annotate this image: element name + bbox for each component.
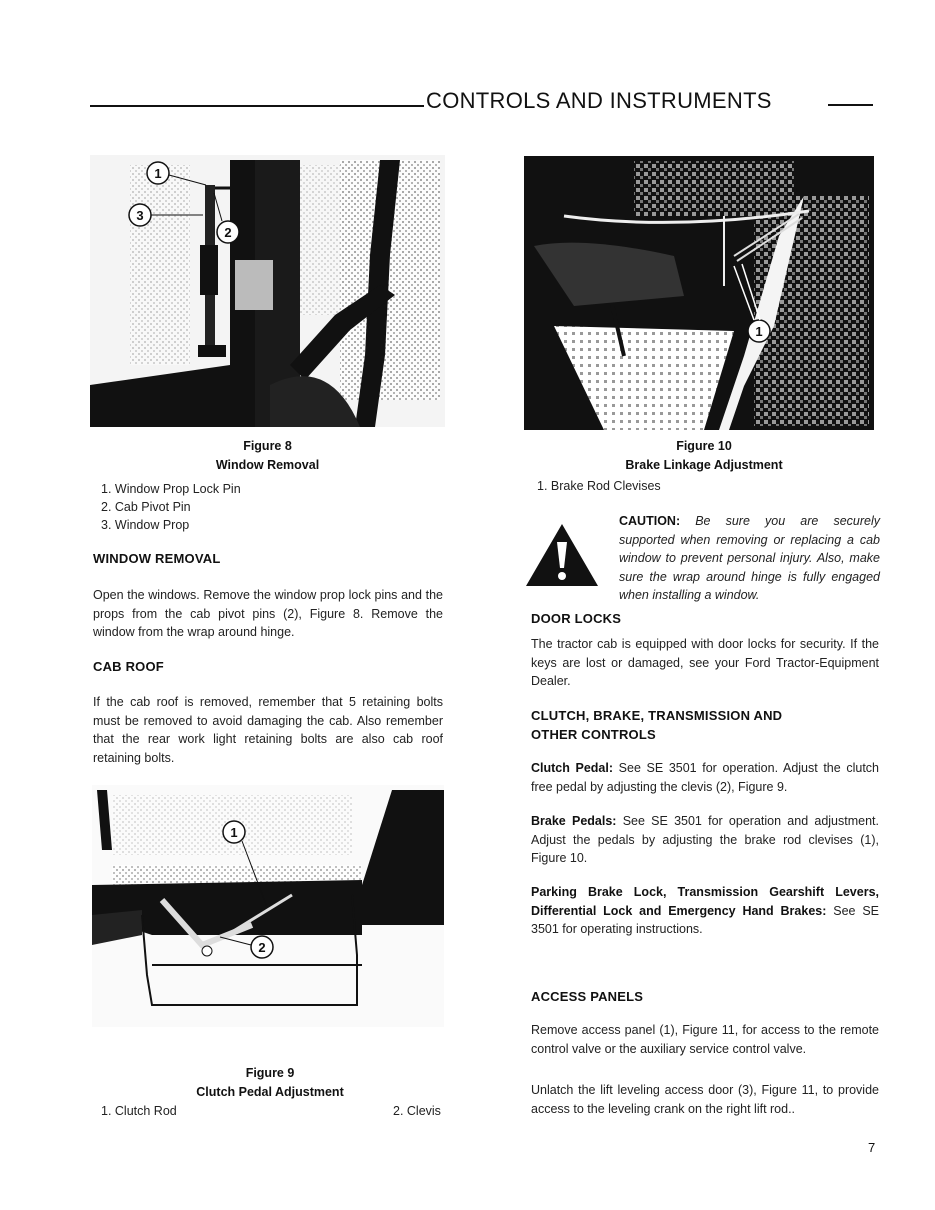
parking-brake-body: See SE 3501 for operating instructions. xyxy=(531,903,879,936)
brake-pedals-paragraph xyxy=(531,812,879,868)
section-heading-access-panels: ACCESS PANELS xyxy=(531,989,644,1004)
brake-pedals-body: See SE 3501 for operation and adjustment. Adjust the pedals by adjusting the brake rod clevises (1), Figure 10. xyxy=(531,814,879,865)
clutch-pedal-body: See SE 3501 for operation. Adjust the clutch free pedal by adjusting the clevis (2), Figure 9. xyxy=(531,761,879,794)
figure-10-legend xyxy=(537,477,661,495)
figure-8-title: Window Removal xyxy=(215,458,320,472)
door-locks-body: The tractor cab is equipped with door locks for security. If the keys are lost or damaged, see your Ford Tractor-Equipment Dealer. xyxy=(531,637,879,688)
figure-8-photo xyxy=(90,155,445,427)
legend-item: 3. Window Prop xyxy=(101,518,190,532)
page-number: 7 xyxy=(868,1140,876,1155)
header-rule-left xyxy=(90,105,424,107)
page-header xyxy=(90,88,875,118)
svg-text:2: 2 xyxy=(224,225,232,240)
svg-text:3: 3 xyxy=(136,208,144,223)
figure-9-caption xyxy=(90,1064,450,1102)
section-heading-window-removal: WINDOW REMOVAL xyxy=(93,551,221,566)
heading-line: CLUTCH, BRAKE, TRANSMISSION AND xyxy=(531,708,783,723)
access-panels-body-2: Unlatch the lift leveling access door (3), Figure 11, to provide access to the leveling crank on the right lift rod.. xyxy=(531,1083,879,1116)
caution-message: Be sure you are securely supported when removing or replacing a cab window to prevent personal injury. Also, make sure the wrap around hinge is fully engaged when installing a window. xyxy=(619,514,880,602)
svg-text:1: 1 xyxy=(230,825,238,840)
caution-label: CAUTION: xyxy=(619,514,681,528)
caution-text xyxy=(619,512,880,605)
parking-brake-label: Parking Brake Lock, Transmission Gearshift Levers, Differential Lock and Emergency Hand Brakes: xyxy=(531,885,879,918)
cab-roof-body: If the cab roof is removed, remember that 5 retaining bolts must be removed to avoid damaging the cab. Also remember that the rear work light retaining bolts are also cab roof retaining bolts. xyxy=(93,695,443,765)
section-heading-cab-roof: CAB ROOF xyxy=(93,659,164,674)
figure-9-legend-left: 1. Clutch Rod xyxy=(101,1104,177,1118)
figure-10-photo xyxy=(524,156,874,430)
figure-8-legend xyxy=(101,480,241,534)
figure-8-number: Figure 8 xyxy=(243,439,292,453)
brake-pedals-label: Brake Pedals: xyxy=(531,814,617,828)
warning-triangle-icon xyxy=(524,522,600,588)
figure-9-number: Figure 9 xyxy=(245,1066,295,1080)
legend-item: 1. Brake Rod Clevises xyxy=(537,479,661,493)
parking-brake-paragraph xyxy=(531,883,879,939)
figure-8-caption xyxy=(90,437,445,475)
legend-item: 1. Window Prop Lock Pin xyxy=(101,482,241,496)
svg-text:1: 1 xyxy=(755,324,763,339)
svg-text:2: 2 xyxy=(258,940,266,955)
svg-text:1: 1 xyxy=(154,166,162,181)
figure-10-title: Brake Linkage Adjustment xyxy=(625,458,783,472)
window-removal-body: Open the windows. Remove the window prop lock pins and the props from the cab pivot pins (2), Figure 8. Remove the window from the wrap around hinge. xyxy=(93,588,443,639)
page-title: CONTROLS AND INSTRUMENTS xyxy=(426,88,772,113)
figure-10-number: Figure 10 xyxy=(676,439,732,453)
section-heading-door-locks: DOOR LOCKS xyxy=(531,611,622,626)
heading-line: OTHER CONTROLS xyxy=(531,727,656,742)
header-rule-right xyxy=(828,104,873,106)
clutch-pedal-label: Clutch Pedal: xyxy=(531,761,614,775)
caution-notice xyxy=(524,512,880,602)
access-panels-body-1: Remove access panel (1), Figure 11, for access to the remote control valve or the auxiliary service control valve. xyxy=(531,1023,879,1056)
figure-9-title: Clutch Pedal Adjustment xyxy=(196,1085,344,1099)
figure-9-photo xyxy=(92,785,444,1027)
figure-10-caption xyxy=(524,437,884,475)
figure-9-legend-right: 2. Clevis xyxy=(393,1104,441,1118)
clutch-pedal-paragraph xyxy=(531,759,879,796)
legend-item: 2. Cab Pivot Pin xyxy=(101,500,191,514)
section-heading-clutch-brake xyxy=(531,706,782,744)
